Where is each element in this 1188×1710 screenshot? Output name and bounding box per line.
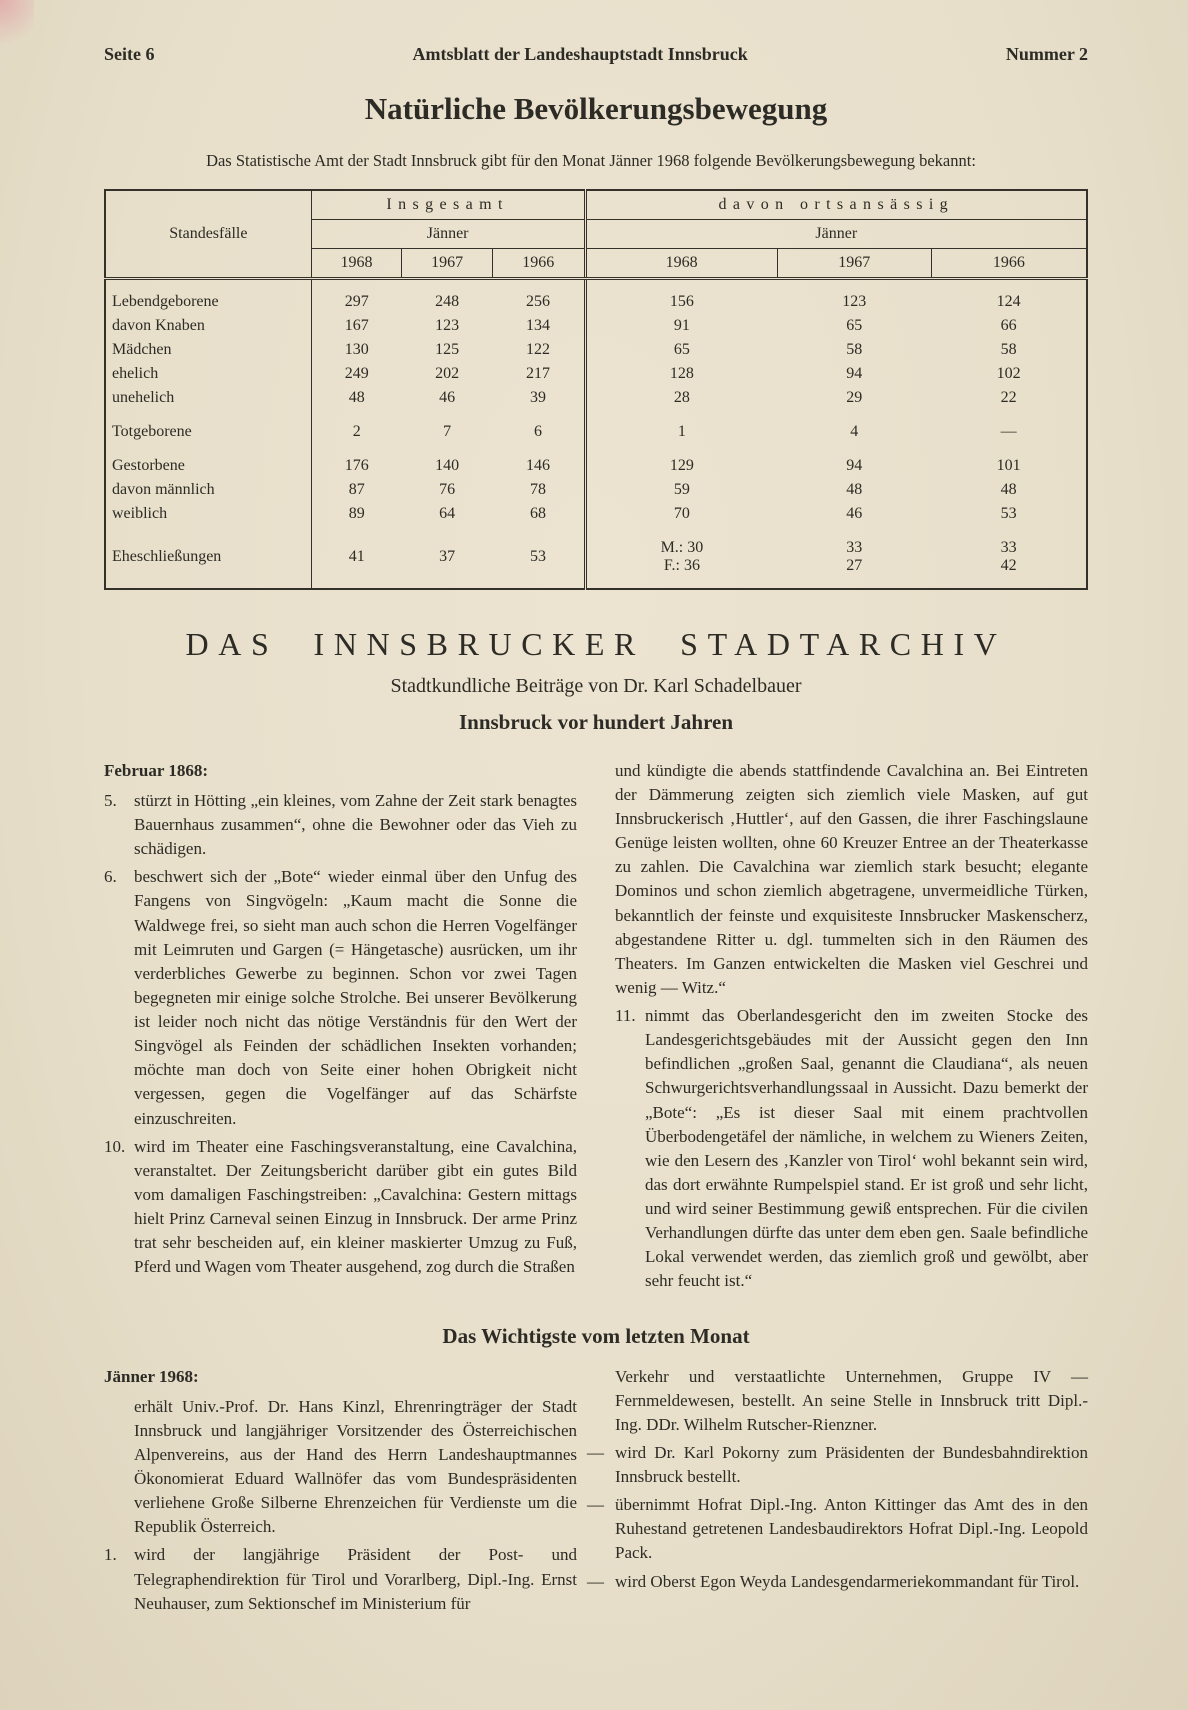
table-cell: 256 <box>525 293 550 310</box>
table-cell: 28 <box>585 386 777 410</box>
table-row <box>105 338 1087 362</box>
row-label: Eheschließungen <box>105 526 311 589</box>
table-cell: 140 <box>435 457 460 474</box>
table-row <box>105 314 1087 338</box>
item-text: erhält Univ.-Prof. Dr. Hans Kinzl, Ehrenringträger der Stadt Innsbruck und langjähriger Vorsitzender des Österreichischen Alpenvereins, aus der Hand des Herrn Landeshauptmannes Ökonomierat Eduard Wallnöfer das vom Bundespräsidenten verliehene Große Silberne Ehrenzeichen für Verdienste um die Republik Österreich. <box>134 1396 577 1537</box>
row-label: Totgeborene <box>105 410 311 444</box>
series-title: Innsbruck vor hundert Jahren <box>458 709 734 734</box>
table-cell: 37 <box>439 548 456 566</box>
table-cell: 76 <box>439 481 456 498</box>
table-cell: 248 <box>435 293 460 310</box>
table-cell: 129 <box>585 444 777 478</box>
table-body <box>105 279 1087 589</box>
column-group-insgesamt: Insgesamt <box>311 190 585 220</box>
row-label: ehelich <box>105 362 311 386</box>
column-header-standesfaelle: Standesfälle <box>105 190 311 279</box>
table-cell: 146 <box>525 457 550 474</box>
table-cell: — <box>1000 423 1017 440</box>
table-cell: 48 <box>846 481 863 498</box>
item-marker: — <box>587 1442 604 1462</box>
table-row <box>105 279 1087 315</box>
text-item <box>104 789 577 861</box>
archive-left-column <box>104 759 577 1298</box>
table-cell: 70 <box>585 502 777 526</box>
table-row <box>105 502 1087 526</box>
subheader-jaenner-insgesamt: Jänner <box>311 220 585 249</box>
text-item <box>615 1004 1088 1294</box>
year-header: 1967 <box>402 249 493 279</box>
table-cell: 58 <box>846 341 863 358</box>
table-cell: 297 <box>344 293 369 310</box>
table-cell: 101 <box>996 457 1021 474</box>
table-cell: 65 <box>585 338 777 362</box>
table-cell: 2 <box>352 423 361 440</box>
table-cell: 124 <box>996 293 1021 310</box>
table-cell: 6 <box>533 423 542 440</box>
item-marker: 5. <box>104 790 117 810</box>
row-label: Gestorbene <box>105 444 311 478</box>
text-item <box>104 865 577 1130</box>
year-header: 1968 <box>585 249 777 279</box>
text-item <box>587 1570 1088 1594</box>
item-marker: — <box>587 1571 604 1591</box>
table-cell: 22 <box>1000 389 1017 406</box>
stadtarchiv-heading: DAS INNSBRUCKER STADTARCHIV <box>185 625 1007 662</box>
item-marker: 6. <box>104 867 117 887</box>
table-cell: 202 <box>435 365 460 382</box>
item-text: wird Oberst Egon Weyda Landesgendarmeriekommandant für Tirol. <box>615 1571 1080 1591</box>
table-cell: 46 <box>439 389 456 406</box>
table-cell: 65 <box>846 317 863 334</box>
table-cell: 102 <box>996 365 1021 382</box>
table-cell: 7 <box>443 423 452 440</box>
table-cell: 249 <box>344 365 369 382</box>
item-text: übernimmt Hofrat Dipl.-Ing. Anton Kittinger das Amt des in den Ruhestand getretenen Landesbaudirektors Hofrat Dipl.-Ing. Leopold Pack. <box>615 1495 1088 1563</box>
text-item <box>615 1365 1088 1437</box>
table-cell: 41 <box>348 548 365 566</box>
table-group-row <box>105 190 1087 220</box>
text-item <box>104 1543 577 1615</box>
item-text: Verkehr und verstaatlichte Unternehmen, Gruppe IV — Fernmeldewesen, bestellt. An seine Stelle in Innsbruck tritt Dipl.-Ing. DDr. Wilhelm Rutscher-Rienzner. <box>615 1366 1088 1434</box>
page-header <box>104 44 1088 65</box>
table-cell: 94 <box>846 457 863 474</box>
table-row <box>105 386 1087 410</box>
table-row <box>105 410 1087 444</box>
year-header: 1966 <box>492 249 585 279</box>
table-cell: 123 <box>435 317 460 334</box>
table-cell: 130 <box>344 341 369 358</box>
row-label: weiblich <box>105 502 311 526</box>
table-cell: 33 27 <box>846 539 863 575</box>
row-label: davon Knaben <box>105 314 311 338</box>
archive-right-column <box>615 759 1088 1298</box>
table-cell: 217 <box>525 365 550 382</box>
row-label: Lebendgeborene <box>105 279 311 315</box>
table-cell: 87 <box>348 481 365 498</box>
year-header: 1967 <box>777 249 931 279</box>
table-cell: 78 <box>529 481 546 498</box>
table-cell: 89 <box>348 505 365 522</box>
table-cell: 167 <box>344 317 369 334</box>
intro-paragraph: Das Statistische Amt der Stadt Innsbruck gibt für den Monat Jänner 1968 folgende Bevölkerungsbewegung bekannt: <box>206 151 976 170</box>
monthly-columns <box>104 1365 1088 1620</box>
item-marker: 10. <box>104 1136 126 1156</box>
item-text: beschwert sich der „Bote“ wieder einmal über den Unfug des Fangens von Singvögeln: „Kaum macht die Sonne die Waldwege frei, so sieht man auch schon die Herren Vogelfänger mit Leimruten und Gargen (= Hängetasche) ausrücken, um ihr verderbliches Gewerbe zu beginnen. Schon vor zwei Tagen begegneten mir einige solche Strolche. Bei unserer Bevölkerung ist leider noch nicht das nötige Verständnis für den Wert der Singvögel als Feinden der schädlichen Insekten vorhanden; möchte man doch von Seite einer hohen Obrigkeit nicht vergessen, gegen die Vogelfänger auf das Schärfste einzuschreiten. <box>134 867 577 1128</box>
item-text: und kündigte die abends stattfindende Cavalchina an. Bei Eintreten der Dämmerung zeigten sich ziemlich viele Masken, auf gut Innsbruckerisch ‚Huttler‘, auf den Gassen, die ihrer Faschingslaune Genüge leisten wollten, ohne 60 Kreuzer Entree an der Theaterkasse zu zahlen. Die Cavalchina war ziemlich stark besucht; elegante Dominos und schon ziemlich abgetragene, unvermeidliche Türken, bekanntlich der feinste und exquisiteste Innsbrucker Maskenscherz, abgestandene Ritter u. dgl. tummelten sich in den Räumen des Theaters. Im Ganzen entwickelten die Masken viel Geschrei und wenig — Witz.“ <box>615 760 1088 997</box>
table-cell: 68 <box>529 505 546 522</box>
table-cell: 4 <box>850 423 859 440</box>
table-cell: 39 <box>529 389 546 406</box>
year-header: 1968 <box>311 249 402 279</box>
item-text: wird im Theater eine Faschingsveranstaltung, eine Cavalchina, veranstaltet. Der Zeitungsbericht darüber gibt ein gutes Bild vom damaligen Faschingstreiben: „Cavalchina: Gestern mittags hielt Prinz Carneval seinen Einzug in Innsbruck. Der arme Prinz trat sehr bescheiden auf, ein kleiner maskierter Umzug zu Fuß, Pferd und Wagen vom Theater ausgehend, zog durch die Straßen <box>134 1136 577 1277</box>
item-marker: 1. <box>104 1545 117 1565</box>
page-number: Seite 6 <box>104 44 155 64</box>
date-label-februar: Februar 1868: <box>104 760 209 780</box>
item-text: stürzt in Hötting „ein kleines, vom Zahne der Zeit stark benagtes Bauernhaus zusammen“, ohne die Bewohner oder das Vieh zu schädigen. <box>134 790 577 859</box>
table-header <box>105 190 1087 279</box>
table-cell: 48 <box>1000 481 1017 498</box>
item-text: wird Dr. Karl Pokorny zum Präsidenten der Bundesbahndirektion Innsbruck bestellt. <box>615 1442 1088 1487</box>
table-cell: 122 <box>525 341 550 358</box>
table-cell: 1 <box>585 410 777 444</box>
table-cell: 123 <box>842 293 867 310</box>
text-item <box>587 1493 1088 1565</box>
table-cell: 48 <box>348 389 365 406</box>
table-cell: 46 <box>846 505 863 522</box>
archive-columns <box>104 759 1088 1298</box>
table-cell: 58 <box>1000 341 1017 358</box>
table-cell: 53 <box>529 548 546 566</box>
year-header: 1966 <box>931 249 1087 279</box>
text-item <box>104 1135 577 1280</box>
row-label: davon männlich <box>105 478 311 502</box>
item-text: nimmt das Oberlandesgericht den im zweiten Stocke des Landesgerichtsgebäudes mit der Aussicht gegen den Inn befindlichen „großen Saal, genannt die Claudiana“, als neuen Schwurgerichtsverhandlungssaal in Aussicht. Dazu bemerkt der „Bote“: „Es ist dieser Saal mit einem prachtvollen Überbodengetäfel der nämliche, in welchem zu Wieners Zeiten, wie den Lesern des ‚Kanzler von Tirol‘ wohl bekannt sein wird, das dort erwähnte Rumpelspiel stand. Er ist groß und sehr licht, und wird seiner Bestimmung gewiß entsprechen. Für die civilen Verhandlungen dürfte das unter dem eben gen. Saale befindliche Lokal verwendet werden, das ziemlich groß und gewölbt, aber sehr feucht ist.“ <box>645 1006 1088 1291</box>
population-statistics-table <box>104 189 1088 590</box>
table-cell: 125 <box>435 341 460 358</box>
monthly-heading: Das Wichtigste vom letzten Monat <box>442 1323 750 1348</box>
stadtarchiv-byline: Stadtkundliche Beiträge von Dr. Karl Schadelbauer <box>390 674 802 697</box>
table-row <box>105 444 1087 478</box>
publication-title: Amtsblatt der Landeshauptstadt Innsbruck <box>412 44 748 64</box>
monthly-left-column <box>104 1365 577 1620</box>
table-cell: 176 <box>344 457 369 474</box>
table-cell: 91 <box>585 314 777 338</box>
table-cell: 128 <box>585 362 777 386</box>
row-label: Mädchen <box>105 338 311 362</box>
text-item <box>104 1395 577 1540</box>
issue-number: Nummer 2 <box>1005 44 1088 64</box>
table-cell: 156 <box>585 279 777 315</box>
column-group-ortsansaessig: davon ortsansässig <box>585 190 1087 220</box>
table-cell: 66 <box>1000 317 1017 334</box>
table-cell: 64 <box>439 505 456 522</box>
table-cell: M.: 30 F.: 36 <box>585 526 777 589</box>
article-title: Natürliche Bevölkerungsbewegung <box>364 91 828 126</box>
text-item <box>587 1441 1088 1489</box>
table-cell: 94 <box>846 365 863 382</box>
table-cell: 134 <box>525 317 550 334</box>
item-marker: 11. <box>615 1006 636 1026</box>
scan-artifact <box>0 0 34 54</box>
item-marker: — <box>587 1495 604 1515</box>
subheader-jaenner-orts: Jänner <box>585 220 1087 249</box>
date-label-jaenner: Jänner 1968: <box>104 1366 199 1386</box>
table-row <box>105 478 1087 502</box>
table-cell: 29 <box>846 389 863 406</box>
table-cell: 53 <box>1000 505 1017 522</box>
monthly-right-column <box>587 1365 1088 1620</box>
table-row <box>105 362 1087 386</box>
text-item <box>615 759 1088 1000</box>
table-cell: 33 42 <box>1000 539 1017 575</box>
table-row <box>105 526 1087 589</box>
table-cell: 59 <box>585 478 777 502</box>
item-text: wird der langjährige Präsident der Post- und Telegraphendirektion für Tirol und Vorarlberg, Dipl.-Ing. Ernst Neuhauser, zum Sektionschef im Ministerium für <box>134 1545 577 1613</box>
row-label: unehelich <box>105 386 311 410</box>
